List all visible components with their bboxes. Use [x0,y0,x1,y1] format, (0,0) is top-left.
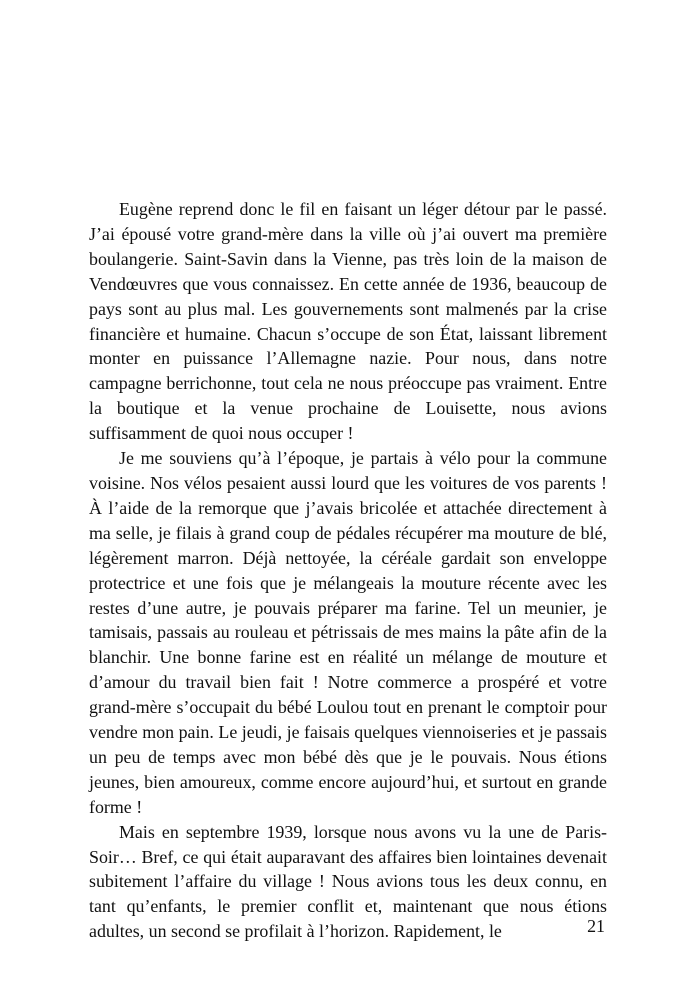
paragraph: Je me souviens qu’à l’époque, je partais à vélo pour la commune voisine. Nos vélos pesaient aussi lourd que les voitures de vos parents ! À l’aide de la remorque que j’avais bricolée et attachée directement à ma selle, je filais à grand coup de pédales récupérer ma mouture de blé, légèrement marron. Déjà nettoyée, la céréale gardait son enveloppe protectrice et une fois que je mélangeais la mouture récente avec les restes d’une autre, je pouvais préparer ma farine. Tel un meunier, je tamisais, passais au rouleau et pétrissais de mes mains la pâte afin de la blanchir. Une bonne farine est en réalité un mélange de mouture et d’amour du travail bien fait ! Notre commerce a prospéré et votre grand-mère s’occupait du bébé Loulou tout en prenant le comptoir pour vendre mon pain. Le jeudi, je faisais quelques viennoiseries et je passais un peu de temps avec mon bébé dès que je le pouvais. Nous étions jeunes, bien amoureux, comme encore aujourd’hui, et surtout en grande forme ! [89,448,607,817]
body-text [89,197,607,944]
paragraph: Eugène reprend donc le fil en faisant un léger détour par le passé. J’ai épousé votre grand-mère dans la ville où j’ai ouvert ma première boulangerie. Saint-Savin dans la Vienne, pas très loin de la maison de Vendœuvres que vous connaissez. En cette année de 1936, beaucoup de pays sont au plus mal. Les gouvernements sont malmenés par la crise financière et humaine. Chacun s’occupe de son État, laissant librement monter en puissance l’Allemagne nazie. Pour nous, dans notre campagne berrichonne, tout cela ne nous préoccupe pas vraiment. Entre la boutique et la venue prochaine de Louisette, nous avions suffisamment de quoi nous occuper ! [89,199,607,444]
paragraph: Mais en septembre 1939, lorsque nous avons vu la une de Paris-Soir… Bref, ce qui était auparavant des affaires bien lointaines devenait subitement l’affaire du village ! Nous avions tous les deux connu, en tant qu’enfants, le premier conflit et, maintenant que nous étions adultes, un second se profilait à l’horizon. Rapidement, le [89,821,607,942]
page-number: 21 [587,916,605,936]
